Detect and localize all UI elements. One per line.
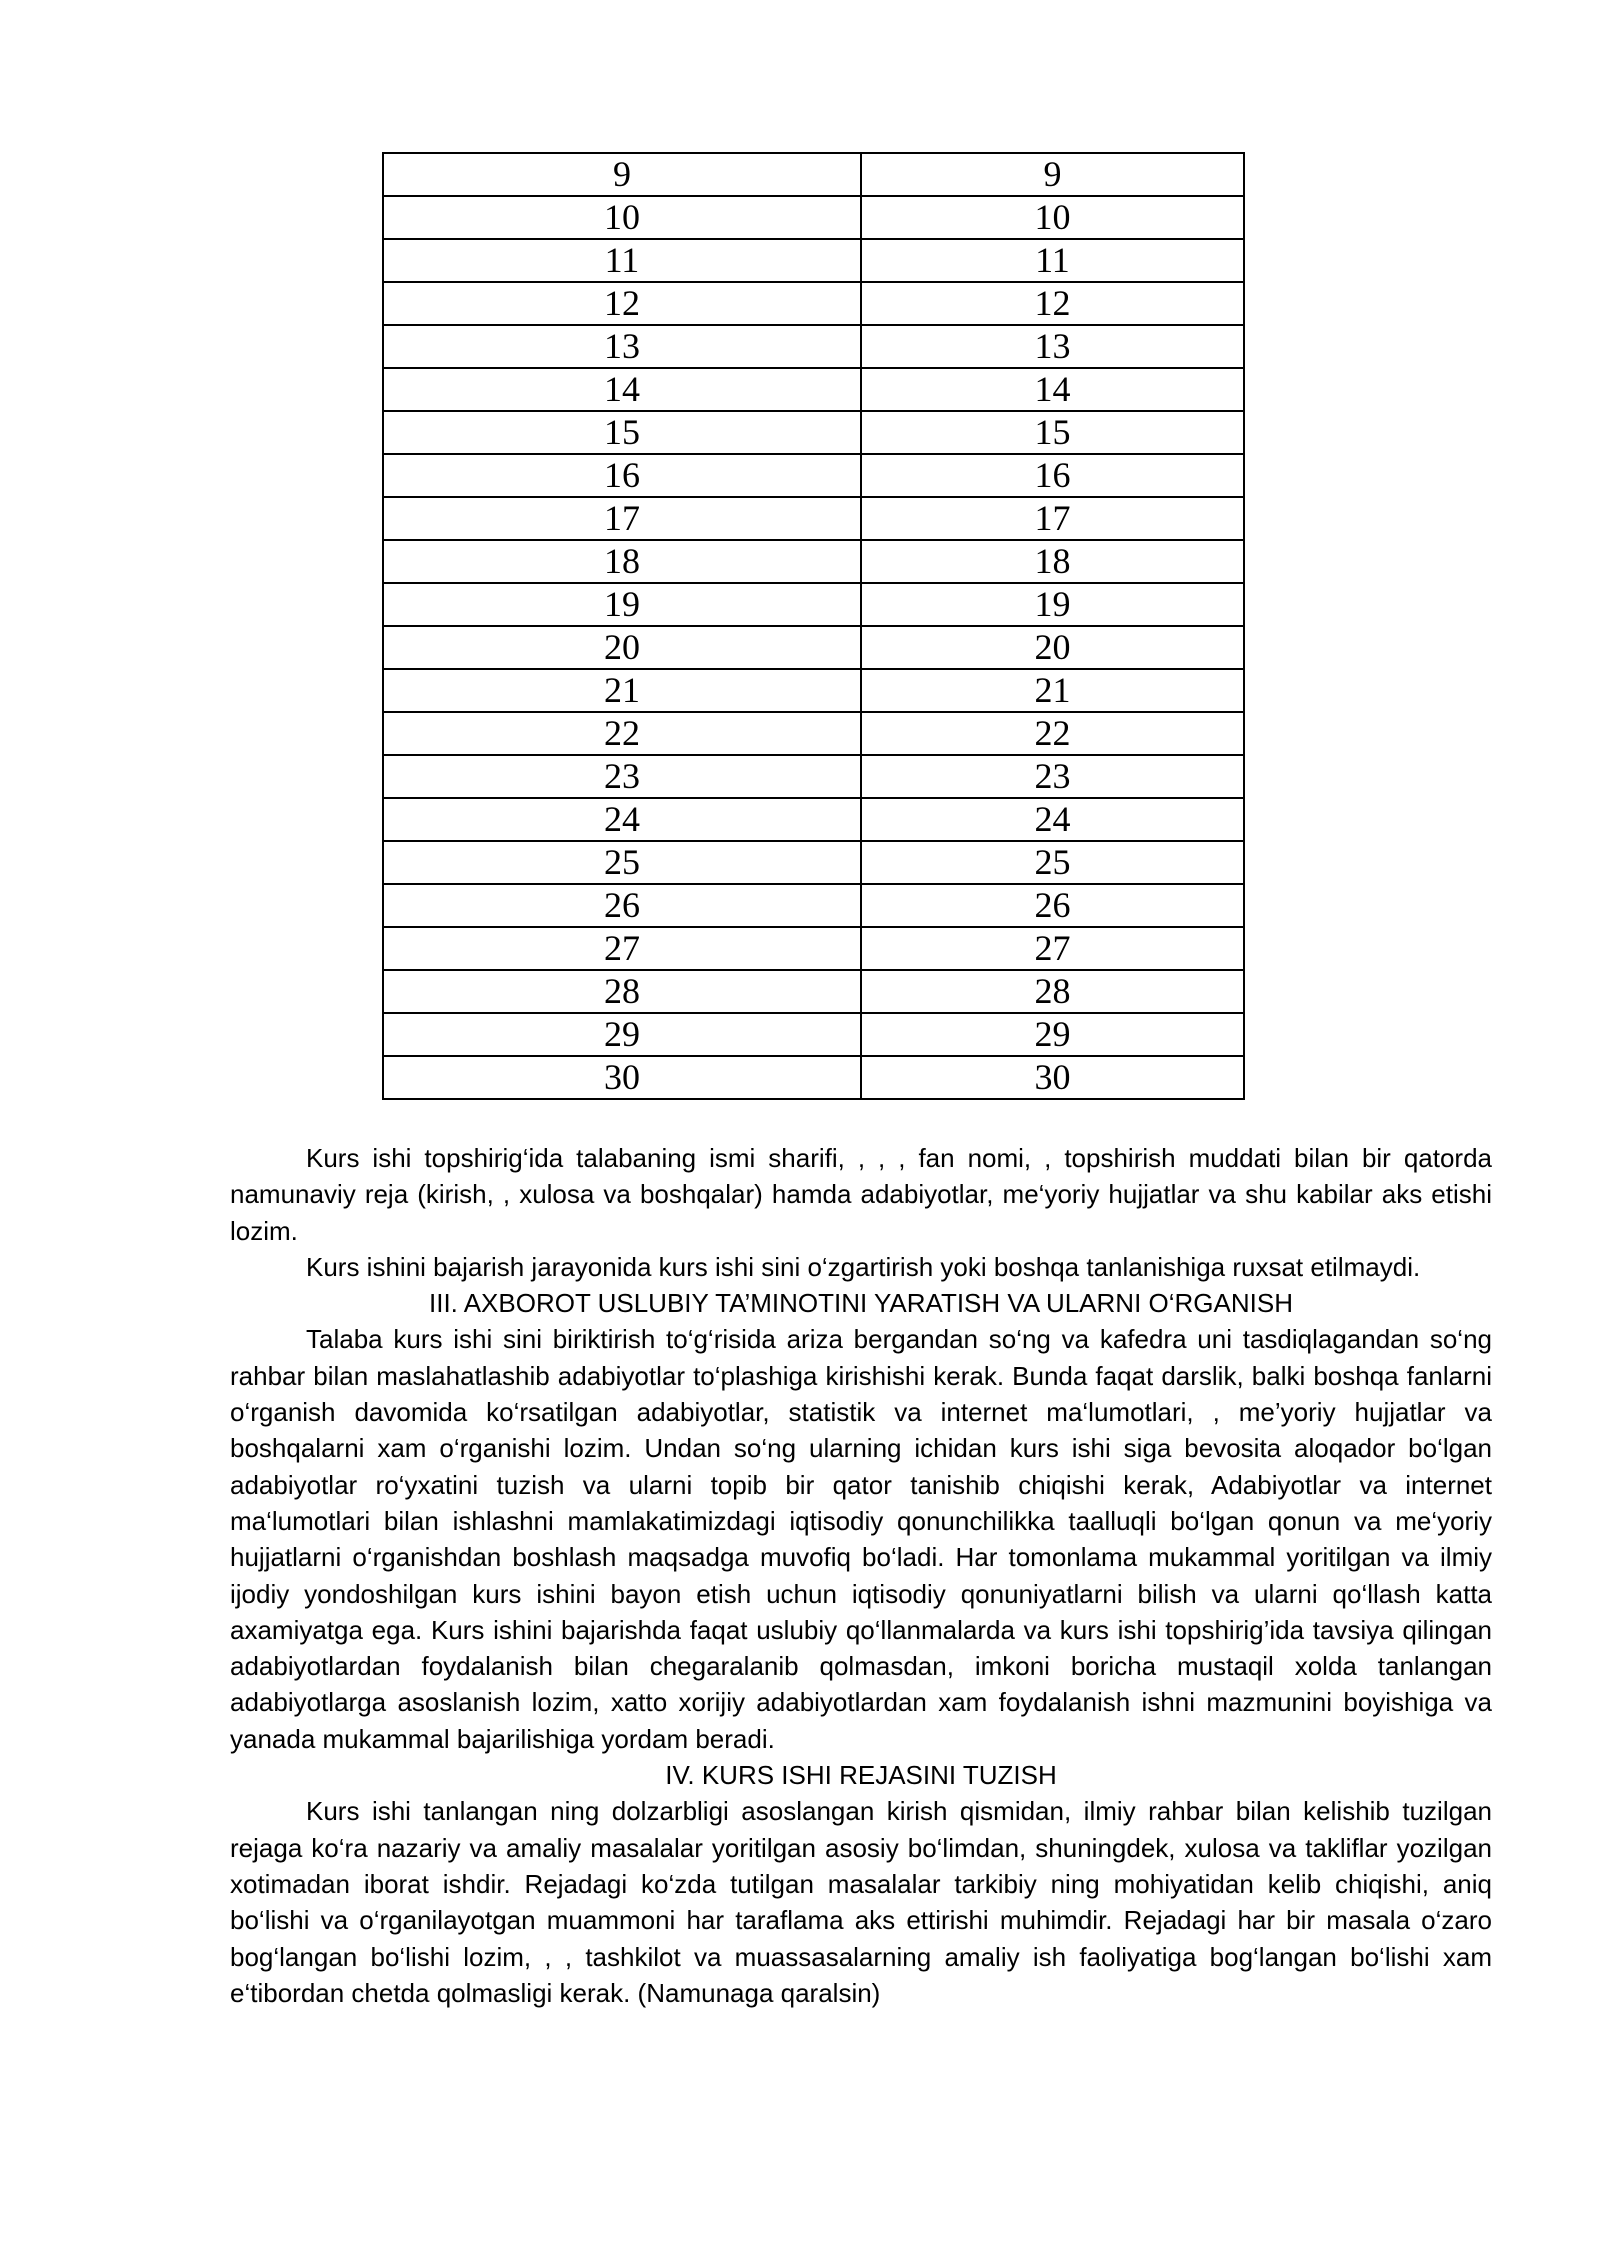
table-cell-right: 21 bbox=[861, 669, 1244, 712]
table-cell-right: 29 bbox=[861, 1013, 1244, 1056]
table-cell-right: 24 bbox=[861, 798, 1244, 841]
table-row bbox=[383, 497, 1244, 540]
table-cell-right: 23 bbox=[861, 755, 1244, 798]
table-row bbox=[383, 798, 1244, 841]
table-cell-left: 22 bbox=[383, 712, 861, 755]
table-cell-left: 24 bbox=[383, 798, 861, 841]
section-heading-iv: IV. KURS ISHI REJASINI TUZISH bbox=[665, 1760, 1057, 1791]
table-row bbox=[383, 970, 1244, 1013]
table-row bbox=[383, 153, 1244, 196]
table-cell-left: 21 bbox=[383, 669, 861, 712]
table-cell-right: 25 bbox=[861, 841, 1244, 884]
table-cell-left: 30 bbox=[383, 1056, 861, 1099]
table-cell-left: 17 bbox=[383, 497, 861, 540]
table-cell-right: 9 bbox=[861, 153, 1244, 196]
table-row bbox=[383, 454, 1244, 497]
table-cell-right: 12 bbox=[861, 282, 1244, 325]
table-cell-right: 28 bbox=[861, 970, 1244, 1013]
body-text bbox=[230, 1140, 1492, 2011]
table-cell-left: 25 bbox=[383, 841, 861, 884]
table-cell-left: 11 bbox=[383, 239, 861, 282]
table-cell-left: 18 bbox=[383, 540, 861, 583]
table-cell-left: 12 bbox=[383, 282, 861, 325]
table-cell-left: 27 bbox=[383, 927, 861, 970]
table-cell-left: 10 bbox=[383, 196, 861, 239]
table-cell-right: 10 bbox=[861, 196, 1244, 239]
table-cell-right: 18 bbox=[861, 540, 1244, 583]
table-row bbox=[383, 196, 1244, 239]
table-cell-right: 27 bbox=[861, 927, 1244, 970]
table-cell-right: 13 bbox=[861, 325, 1244, 368]
table-cell-right: 14 bbox=[861, 368, 1244, 411]
table-cell-right: 20 bbox=[861, 626, 1244, 669]
table-cell-left: 20 bbox=[383, 626, 861, 669]
number-table bbox=[382, 152, 1245, 1100]
table-row bbox=[383, 540, 1244, 583]
table-cell-right: 11 bbox=[861, 239, 1244, 282]
table-cell-left: 14 bbox=[383, 368, 861, 411]
table-cell-right: 19 bbox=[861, 583, 1244, 626]
paragraph-reja: Kurs ishi tanlangan ning dolzarbligi asoslangan kirish qismidan, ilmiy rahbar bilan kelishib tuzilgan rejaga ko‘ra nazariy va amaliy masalalar yoritilgan asosiy bo‘limdan, shuningdek, xulosa va takliflar yozilgan xotimadan iborat ishdir. Rejadagi ko‘zda tutilgan masalalar tarkibiy ning mohiyatidan kelib chiqishi, aniq bo‘lishi va o‘rganilayotgan muammoni har taraflama aks ettirishi muhimdir. Rejadagi har bir masala o‘zaro bog‘langan bo‘lishi lozim, , , tashkilot va muassasalarning amaliy ish faoliyatiga bog‘langan bo‘lishi xam e‘tibordan chetda qolmasligi kerak. (Namunaga qaralsin) bbox=[230, 1796, 1492, 2008]
table-cell-left: 13 bbox=[383, 325, 861, 368]
paragraph-topshiriq: Kurs ishi topshirig‘ida talabaning ismi sharifi, , , , fan nomi, , topshirish muddati bilan bir qatorda namunaviy reja (kirish, , xulosa va boshqalar) hamda adabiyotlar, me‘yoriy hujjatlar va shu kabilar aks etishi lozim. bbox=[230, 1143, 1492, 1246]
table-cell-right: 30 bbox=[861, 1056, 1244, 1099]
table-row bbox=[383, 411, 1244, 454]
table-row bbox=[383, 583, 1244, 626]
table-cell-left: 28 bbox=[383, 970, 861, 1013]
table-row bbox=[383, 927, 1244, 970]
table-cell-right: 16 bbox=[861, 454, 1244, 497]
table-row bbox=[383, 841, 1244, 884]
number-table-body bbox=[383, 153, 1244, 1099]
table-cell-left: 15 bbox=[383, 411, 861, 454]
table-row bbox=[383, 239, 1244, 282]
table-row bbox=[383, 368, 1244, 411]
table-cell-left: 16 bbox=[383, 454, 861, 497]
table-cell-left: 19 bbox=[383, 583, 861, 626]
table-row bbox=[383, 626, 1244, 669]
table-row bbox=[383, 1013, 1244, 1056]
paragraph-adabiyotlar: Talaba kurs ishi sini biriktirish to‘g‘risida ariza bergandan so‘ng va kafedra uni tasdiqlagandan so‘ng rahbar bilan maslahatlashib adabiyotlar to‘plashiga kirishishi kerak. Bunda faqat darslik, balki boshqa fanlarni o‘rganish davomida ko‘rsatilgan adabiyotlar, statistik va internet ma‘lumotlari, , me’yoriy hujjatlar va boshqalarni xam o‘rganishi lozim. Undan so‘ng ularning ichidan kurs ishi siga bevosita aloqador bo‘lgan adabiyotlar ro‘yxatini tuzish va ularni topib bir qator tanishib chiqishi kerak, Adabiyotlar va internet ma‘lumotlari bilan ishlashni mamlakatimizdagi iqtisodiy qonunchilikka taalluqli bo‘lgan qonun va me‘yoriy hujjatlarni o‘rganishdan boshlash maqsadga muvofiq bo‘ladi. Har tomonlama mukammal yoritilgan va ilmiy ijodiy yondoshilgan kurs ishini bayon etish uchun iqtisodiy qonuniyatlarni bilish va ularni qo‘llash katta axamiyatga ega. Kurs ishini bajarishda faqat uslubiy qo‘llanmalarda va kurs ishi topshirig’ida tavsiya qilingan adabiyotlardan foydalanish bilan chegaralanib qolmasdan, imkoni boricha mustaqil xolda tanlangan adabiyotlarga asoslanish lozim, xatto xorijiy adabiyotlardan xam foydalanish ishni mazmunini boyishiga va yanada mukammal bajarilishiga yordam beradi. bbox=[230, 1324, 1492, 1754]
table-row bbox=[383, 712, 1244, 755]
table-row bbox=[383, 325, 1244, 368]
table-row bbox=[383, 282, 1244, 325]
table-cell-right: 26 bbox=[861, 884, 1244, 927]
table-cell-right: 22 bbox=[861, 712, 1244, 755]
table-cell-left: 29 bbox=[383, 1013, 861, 1056]
section-heading-iii: III. AXBOROT USLUBIY TA’MINOTINI YARATISH VA ULARNI O‘RGANISH bbox=[429, 1288, 1293, 1319]
table-cell-right: 15 bbox=[861, 411, 1244, 454]
table-row bbox=[383, 884, 1244, 927]
table-cell-left: 26 bbox=[383, 884, 861, 927]
table-cell-left: 23 bbox=[383, 755, 861, 798]
table-row bbox=[383, 1056, 1244, 1099]
paragraph-ruxsat: Kurs ishini bajarish jarayonida kurs ishi sini o‘zgartirish yoki boshqa tanlanishiga ruxsat etilmaydi. bbox=[306, 1251, 1421, 1282]
table-row bbox=[383, 669, 1244, 712]
table-cell-left: 9 bbox=[383, 153, 861, 196]
table-cell-right: 17 bbox=[861, 497, 1244, 540]
table-row bbox=[383, 755, 1244, 798]
